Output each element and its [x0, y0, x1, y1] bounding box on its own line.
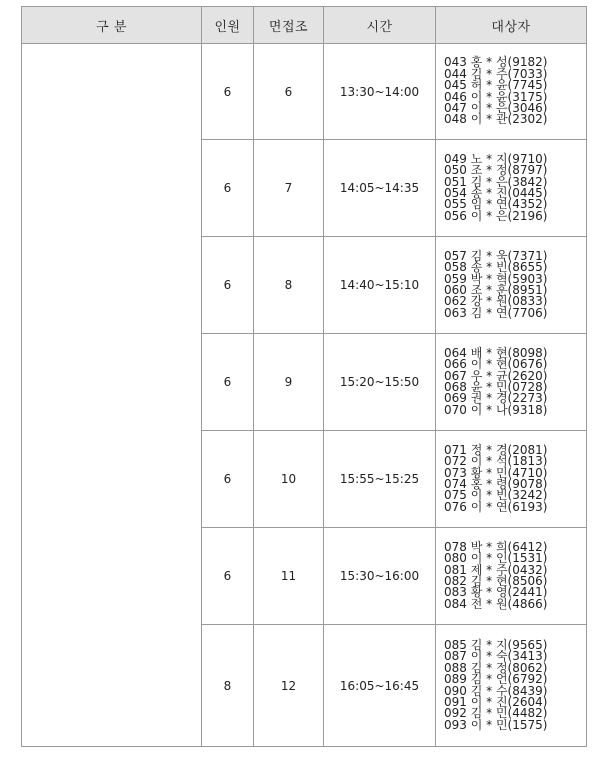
list-item: 088 김 * 정(8062): [444, 660, 548, 675]
list-item: 051 김 * 은(3842): [444, 174, 548, 189]
count-cell: 6: [202, 334, 254, 431]
target-list-cell: [436, 431, 587, 528]
header-group: 면접조: [254, 7, 324, 44]
header-category: 구 분: [22, 7, 202, 44]
list-item: 071 정 * 경(2081): [444, 442, 548, 457]
category-cell: [22, 44, 202, 747]
time-cell: 14:05~14:35: [324, 140, 436, 237]
list-item: 090 김 * 수(8439): [444, 683, 548, 698]
list-item: 084 전 * 원(4866): [444, 596, 548, 611]
list-item: 062 강 * 원(0833): [444, 294, 548, 309]
target-list-cell: [436, 625, 587, 747]
count-cell: 6: [202, 528, 254, 625]
list-item: 081 제 * 주(0432): [444, 562, 548, 577]
target-list-cell: [436, 528, 587, 625]
count-cell: 6: [202, 44, 254, 140]
list-item: 063 김 * 연(7706): [444, 305, 548, 320]
list-item: 058 송 * 빈(8655): [444, 260, 548, 275]
time-cell: 15:20~15:50: [324, 334, 436, 431]
list-item: 057 김 * 욱(7371): [444, 248, 548, 263]
list-item: 073 황 * 민(4710): [444, 465, 548, 480]
list-item: 064 배 * 현(8098): [444, 345, 548, 360]
count-cell: 8: [202, 625, 254, 747]
time-cell: 13:30~14:00: [324, 44, 436, 140]
header-row: [22, 7, 587, 44]
table-body: [22, 44, 587, 747]
list-item: 050 조 * 정(8797): [444, 163, 548, 178]
list-item: 093 이 * 민(1575): [444, 717, 548, 732]
list-item: 089 김 * 언(6792): [444, 672, 548, 687]
list-item: 060 조 * 훈(8951): [444, 283, 548, 297]
list-item: 044 김 * 주(7033): [444, 66, 548, 81]
list-item: 070 이 * 나(9318): [444, 402, 548, 417]
list-item: 068 윤 * 민(0728): [444, 380, 548, 394]
count-cell: 6: [202, 237, 254, 334]
group-cell: 6: [254, 44, 324, 140]
list-item: 076 이 * 연(6193): [444, 499, 548, 514]
list-item: 047 이 * 은(3046): [444, 100, 548, 115]
list-item: 074 홍 * 령(9078): [444, 477, 548, 491]
list-item: 046 이 * 윤(3175): [444, 89, 548, 104]
group-cell: 11: [254, 528, 324, 625]
list-item: 059 박 * 혁(5903): [444, 271, 548, 286]
list-item: 069 권 * 경(2273): [444, 391, 548, 406]
list-item: 083 황 * 영(2441): [444, 585, 548, 600]
target-list-cell: [436, 334, 587, 431]
group-cell: 12: [254, 625, 324, 747]
interview-schedule-table: [21, 6, 587, 747]
list-item: 048 이 * 관(2302): [444, 112, 548, 127]
list-item: 085 김 * 지(9565): [444, 637, 548, 652]
list-item: 054 송 * 진(0445): [444, 186, 548, 200]
target-list-cell: [436, 140, 587, 237]
header-time: 시간: [324, 7, 436, 44]
time-cell: 15:30~16:00: [324, 528, 436, 625]
list-item: 049 노 * 지(9710): [444, 151, 548, 166]
table-row: [22, 44, 587, 140]
group-cell: 7: [254, 140, 324, 237]
count-cell: 6: [202, 431, 254, 528]
list-item: 045 허 * 윤(7745): [444, 78, 548, 93]
group-cell: 10: [254, 431, 324, 528]
time-cell: 15:55~15:25: [324, 431, 436, 528]
list-item: 087 이 * 숙(3413): [444, 649, 548, 664]
list-item: 091 이 * 진(2604): [444, 694, 548, 709]
list-item: 056 이 * 은(2196): [444, 208, 548, 223]
list-item: 072 이 * 석(1813): [444, 454, 548, 469]
target-list-cell: [436, 237, 587, 334]
list-item: 043 홍 * 성(9182): [444, 55, 548, 70]
list-item: 078 박 * 희(6412): [444, 539, 548, 554]
list-item: 066 이 * 현(0676): [444, 357, 548, 372]
count-cell: 6: [202, 140, 254, 237]
group-cell: 9: [254, 334, 324, 431]
list-item: 067 우 * 균(2620): [444, 368, 548, 383]
list-item: 092 김 * 민(4482): [444, 706, 548, 721]
time-cell: 16:05~16:45: [324, 625, 436, 747]
header-target: 대상자: [436, 7, 587, 44]
list-item: 080 이 * 인(1531): [444, 551, 548, 566]
target-list-cell: [436, 44, 587, 140]
time-cell: 14:40~15:10: [324, 237, 436, 334]
header-count: 인원: [202, 7, 254, 44]
list-item: 082 김 * 현(8506): [444, 574, 548, 588]
list-item: 055 임 * 연(4352): [444, 197, 548, 212]
group-cell: 8: [254, 237, 324, 334]
list-item: 075 이 * 빈(3242): [444, 488, 548, 503]
